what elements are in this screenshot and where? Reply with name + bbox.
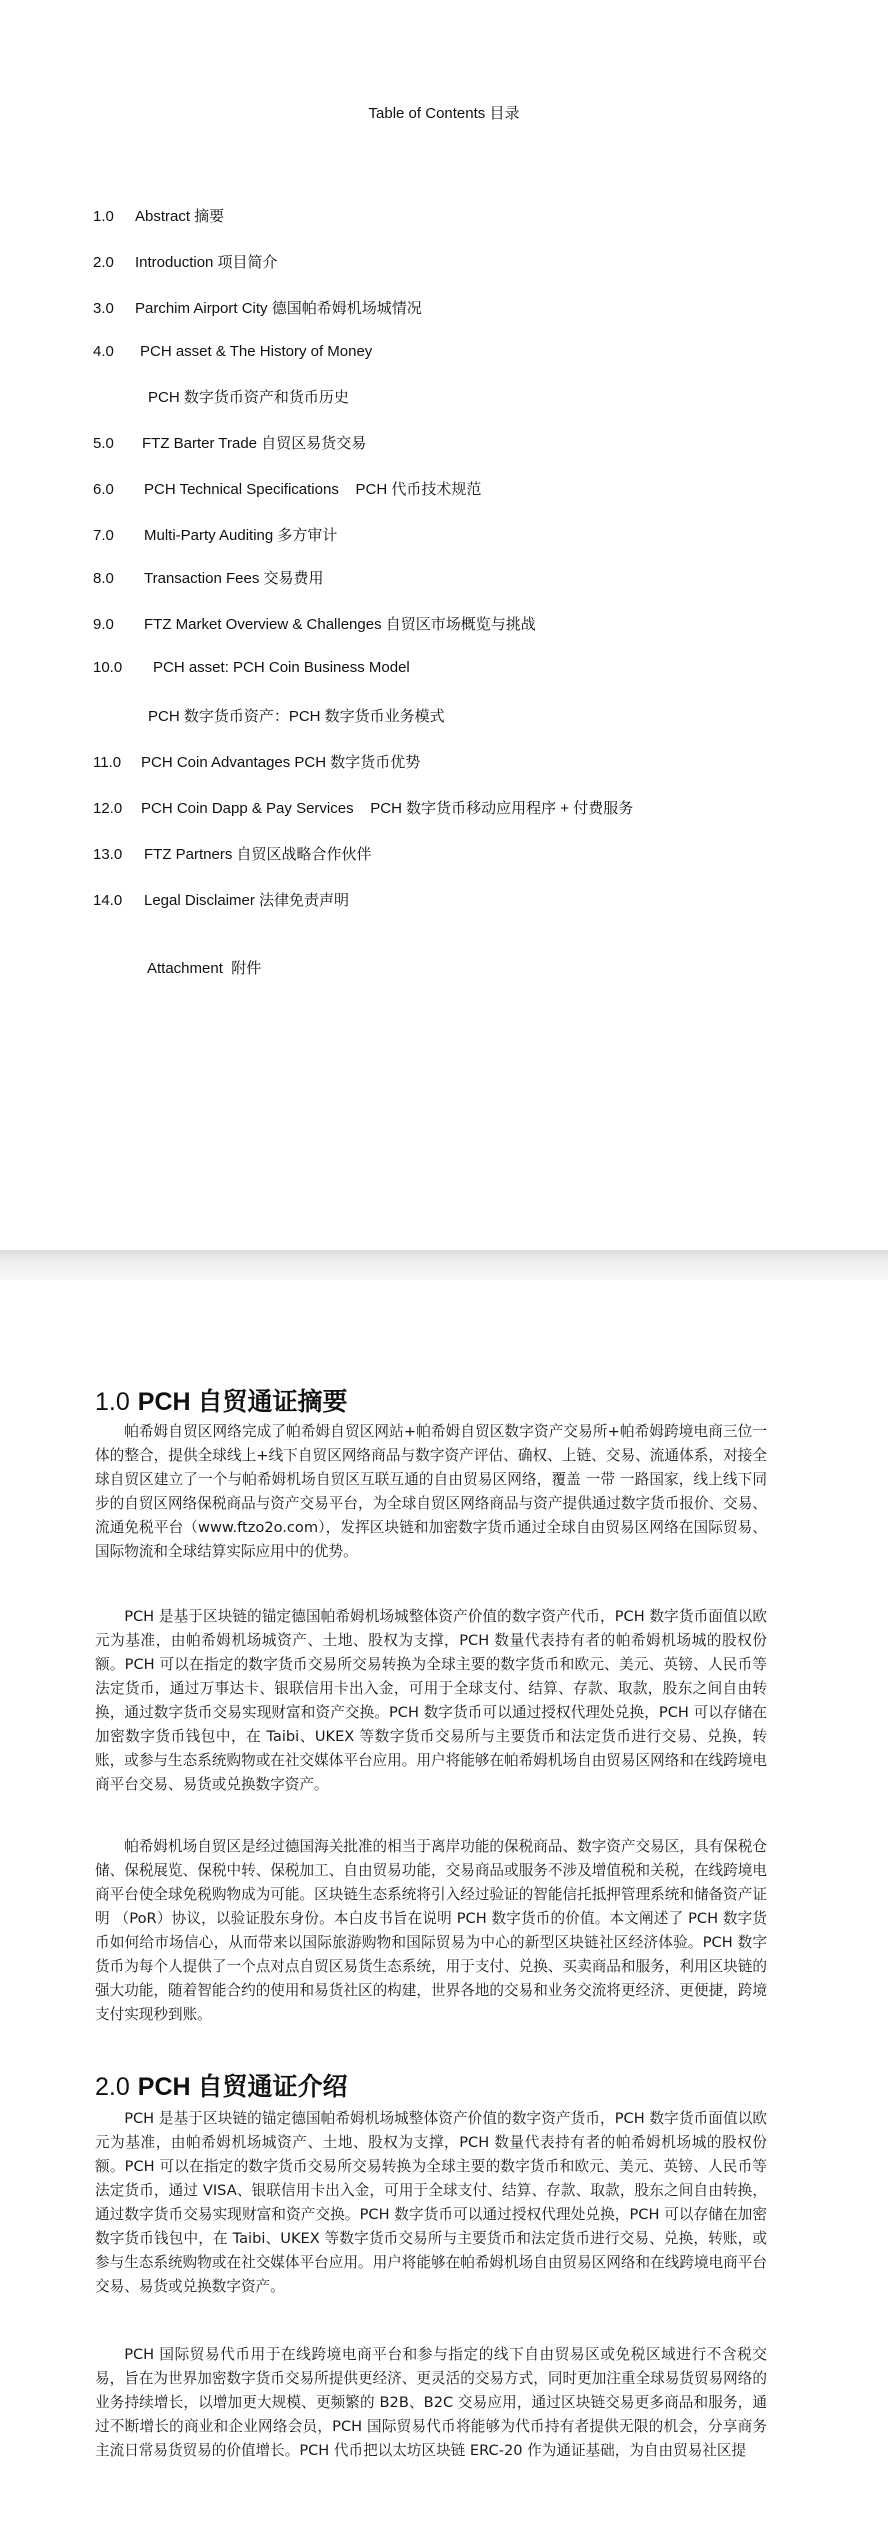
section-1-heading: 1.0 PCH 自贸通证摘要 [95,1388,348,1416]
toc-item-business-model-cn[interactable]: PCH 数字货币资产：PCH 数字货币业务模式 [148,708,445,725]
toc-item-dapp-pay-services[interactable]: 12.0 PCH Coin Dapp & Pay Services PCH 数字货币移动应用程序 + 付费服务 [93,800,634,817]
toc-item-legal-disclaimer[interactable]: 14.0 Legal Disclaimer 法律免责声明 [93,892,350,909]
toc-item-ftz-barter-trade[interactable]: 5.0 FTZ Barter Trade 自贸区易货交易 [93,435,367,452]
toc-page [0,0,888,1250]
toc-item-ftz-partners[interactable]: 13.0 FTZ Partners 自贸区战略合作伙伴 [93,846,372,863]
toc-item-pch-asset-history-cn[interactable]: PCH 数字货币资产和货币历史 [148,389,349,406]
page-separator [0,1250,888,1280]
toc-item-ftz-market-overview[interactable]: 9.0 FTZ Market Overview & Challenges 自贸区市场概览与挑战 [93,616,536,633]
section-2-heading: 2.0 PCH 自贸通证介绍 [95,2073,348,2101]
section-1-paragraph-2: PCH 是基于区块链的锚定德国帕希姆机场城整体资产价值的数字资产代币，PCH 数字货币面值以欧元为基准，由帕希姆机场城资产、土地、股权为支撑，PCH 数量代表持有者的帕希姆机场城的股权份额。PCH 可以在指定的数字货币交易所交易转换为全球主要的数字货币和欧元、美元、英镑、人民币等法定货币，通过万事达卡、银联信用卡出入金，可用于全球支付、结算、存款、取款，股东之间自由转换，通过数字货币交易实现财富和资产交换。PCH 数字货币可以通过授权代理处兑换，PCH 可以存储在加密数字货币钱包中，在 Taibi、UKEX 等数字货币交易所与主要货币和法定货币进行交易、兑换，转账，或参与生态系统购物或在社交媒体平台应用。用户将能够在帕希姆机场自由贸易区网络和在线跨境电商平台交易、易货或兑换数字资产。 [95,1608,767,1793]
section-2-paragraph-1: PCH 是基于区块链的锚定德国帕希姆机场城整体资产价值的数字资产货币，PCH 数字货币面值以欧元为基准，由帕希姆机场城资产、土地、股权为支撑，PCH 数量代表持有者的帕希姆机场城的股权份额。PCH 可以在指定的数字货币交易所交易转换为全球主要的数字货币和欧元、美元、英镑、人民币等法定货币，通过 VISA、银联信用卡出入金，可用于全球支付、结算、存款、取款，股东之间自由转换，通过数字货币交易实现财富和资产交换。PCH 数字货币可以通过授权代理处兑换，PCH 可以存储在加密数字货币钱包中，在 Taibi、UKEX 等数字货币交易所与主要货币和法定货币进行交易、兑换，转账，或参与生态系统购物或在社交媒体平台应用。用户将能够在帕希姆机场自由贸易区网络和在线跨境电商平台交易、易货或兑换数字资产。 [95,2110,767,2295]
toc-item-transaction-fees[interactable]: 8.0 Transaction Fees 交易费用 [93,570,324,587]
toc-title: Table of Contents 目录 [368,105,520,122]
toc-item-introduction[interactable]: 2.0 Introduction 项目简介 [93,254,278,271]
toc-item-parchim-airport-city[interactable]: 3.0 Parchim Airport City 德国帕希姆机场城情况 [93,300,422,317]
toc-item-multi-party-auditing[interactable]: 7.0 Multi-Party Auditing 多方审计 [93,527,338,544]
toc-item-attachment[interactable]: Attachment 附件 [147,960,262,977]
section-1-paragraph-3: 帕希姆机场自贸区是经过德国海关批准的相当于离岸功能的保税商品、数字资产交易区，具有保税仓储、保税展览、保税中转、保税加工、自由贸易功能，交易商品或服务不涉及增值税和关税，在线跨境电商平台使全球免税购物成为可能。区块链生态系统将引入经过验证的智能信托抵押管理系统和储备资产证明 （PoR）协议，以验证股东身份。本白皮书旨在说明 PCH 数字货币的价值。本文阐述了 PCH 数字货币如何给市场信心，从而带来以国际旅游购物和国际贸易为中心的新型区块链社区经济体验。PCH 数字货币为每个人提供了一个点对点自贸区易货生态系统，用于支付、兑换、买卖商品和服务，利用区块链的强大功能，随着智能合约的使用和易货社区的构建，世界各地的交易和业务交流将更经济、更便捷，跨境支付实现秒到账。 [95,1838,767,2023]
toc-item-coin-advantages[interactable]: 11.0 PCH Coin Advantages PCH 数字货币优势 [93,754,421,771]
toc-item-technical-specifications[interactable]: 6.0 PCH Technical Specifications PCH 代币技术规范 [93,481,482,498]
section-2-paragraph-2: PCH 国际贸易代币用于在线跨境电商平台和参与指定的线下自由贸易区或免税区域进行不含税交易，旨在为世界加密数字货币交易所提供更经济、更灵活的交易方式，同时更加注重全球易货贸易网络的业务持续增长，以增加更大规模、更频繁的 B2B、B2C 交易应用，通过区块链交易更多商品和服务，通过不断增长的商业和企业网络会员，PCH 国际贸易代币将能够为代币持有者提供无限的机会，分享商务主流日常易货贸易的价值增长。PCH 代币把以太坊区块链 ERC-20 作为通证基础，为自由贸易社区提 [95,2346,767,2459]
toc-item-business-model[interactable]: 10.0 PCH asset: PCH Coin Business Model [93,659,410,676]
section-1-paragraph-1: 帕希姆自贸区网络完成了帕希姆自贸区网站+帕希姆自贸区数字资产交易所+帕希姆跨境电商三位一体的整合，提供全球线上+线下自贸区网络商品与数字资产评估、确权、上链、交易、流通体系，对接全球自贸区建立了一个与帕希姆机场自贸区互联互通的自由贸易区网络，覆盖 一带 一路国家，线上线下同步的自贸区网络保税商品与资产交易平台，为全球自贸区网络商品与资产提供通过数字货币报价、交易、流通免税平台（www.ftzo2o.com），发挥区块链和加密数字货币通过全球自由贸易区网络在国际贸易、国际物流和全球结算实际应用中的优势。 [95,1423,767,1560]
toc-item-pch-asset-history[interactable]: 4.0 PCH asset & The History of Money [93,343,373,360]
toc-item-abstract[interactable]: 1.0 Abstract 摘要 [93,208,225,225]
